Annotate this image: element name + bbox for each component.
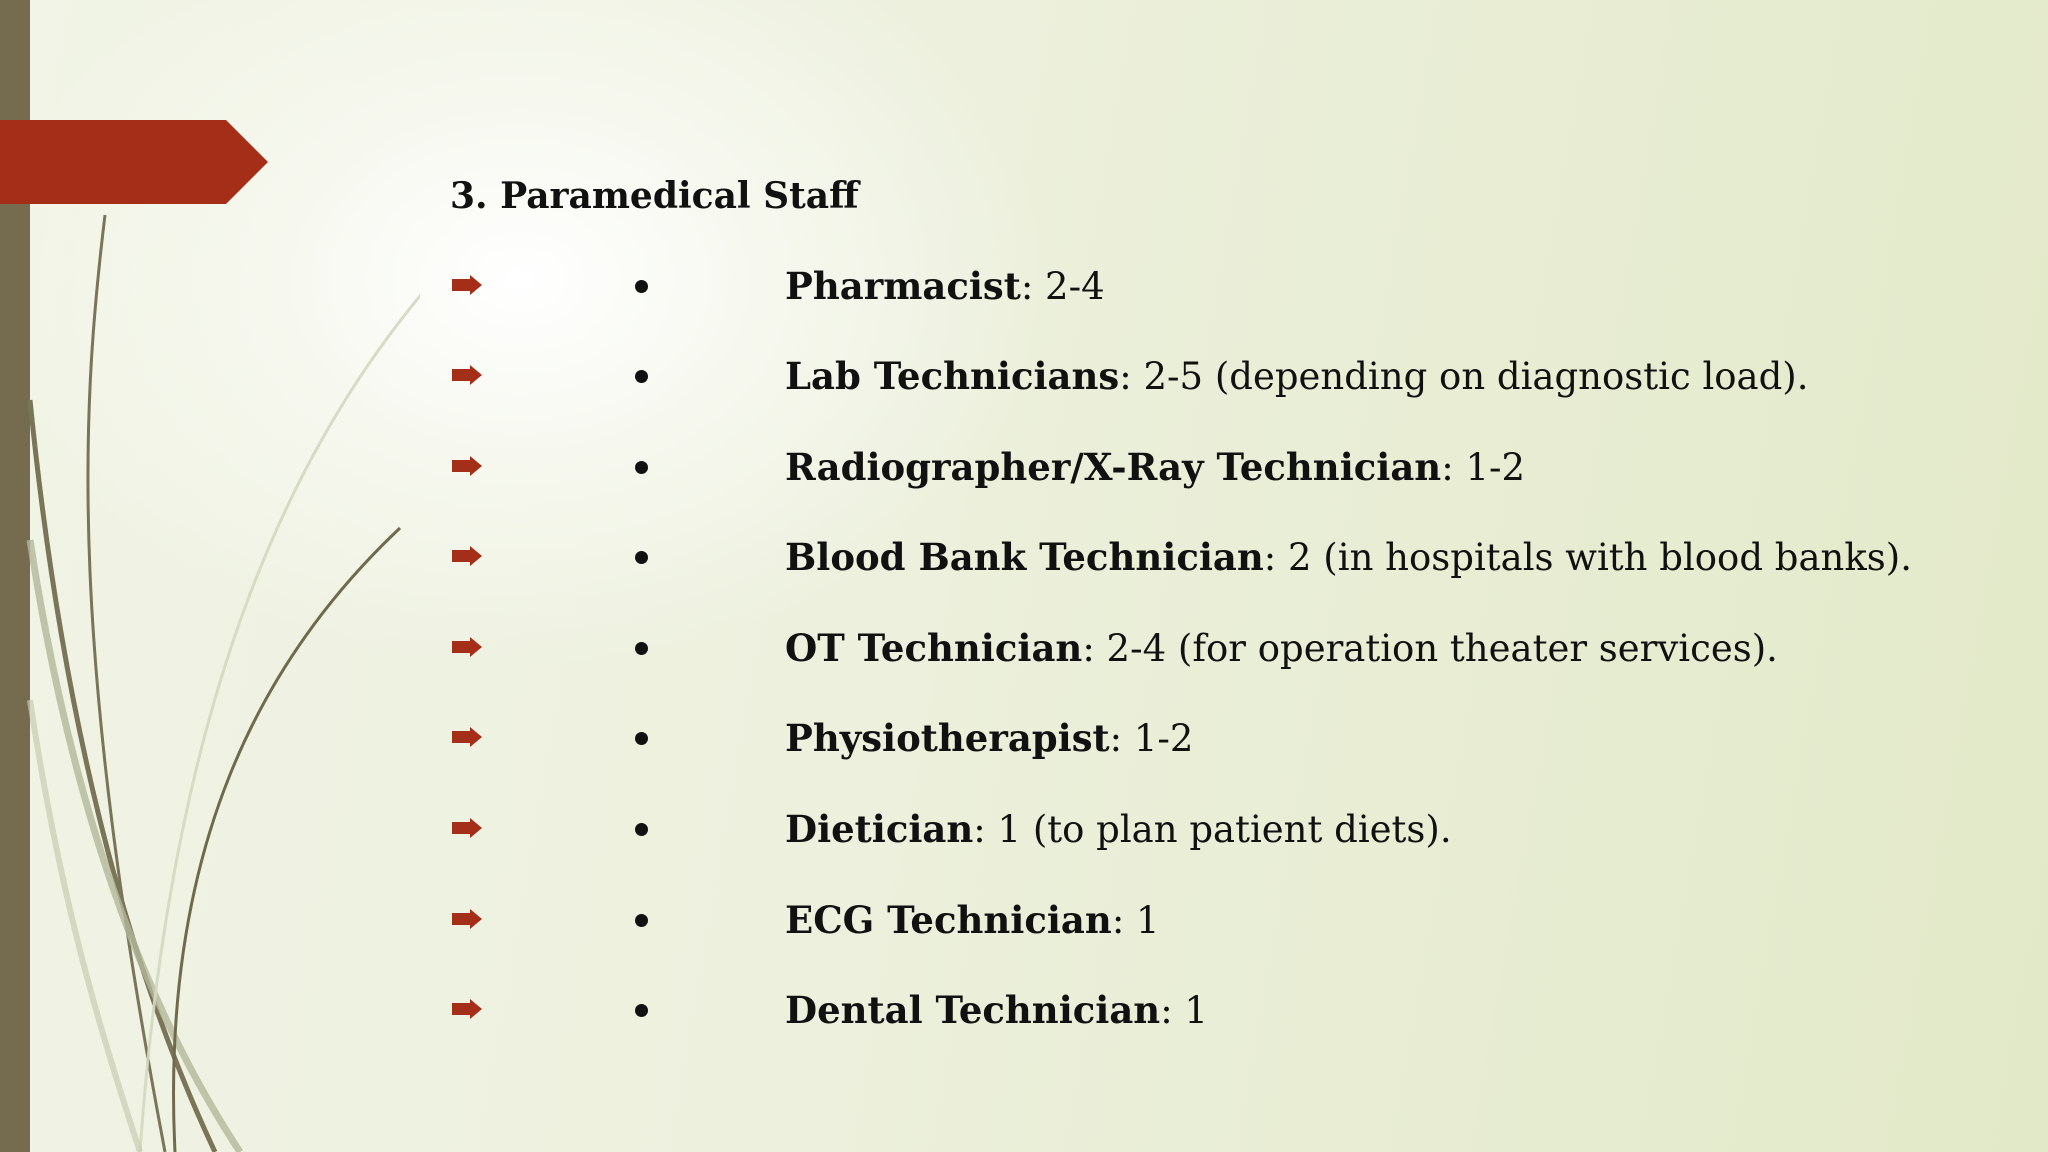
list-item-text — [785, 801, 1452, 858]
role-name: Pharmacist — [785, 264, 1021, 308]
list-item-text — [785, 439, 1525, 496]
dot-bullet-icon — [635, 823, 648, 836]
title-ribbon — [0, 120, 268, 204]
role-count: : 1 (to plan patient diets). — [973, 808, 1452, 851]
dot-bullet-icon — [635, 280, 648, 293]
arrow-bullet-icon — [452, 727, 482, 747]
role-name: ECG Technician — [785, 898, 1112, 942]
dot-bullet-icon — [635, 642, 648, 655]
role-count: : 1 — [1160, 989, 1208, 1032]
role-name: Dietician — [785, 807, 974, 851]
dot-bullet-icon — [635, 732, 648, 745]
list-item-text — [785, 529, 1912, 586]
role-name: Physiotherapist — [785, 716, 1110, 760]
role-count: : 1-2 — [1109, 717, 1194, 760]
dot-bullet-icon — [635, 551, 648, 564]
role-count: : 2-4 (for operation theater services). — [1082, 627, 1778, 670]
list-item-text — [785, 620, 1778, 677]
role-name: Dental Technician — [785, 988, 1161, 1032]
arrow-bullet-icon — [452, 637, 482, 657]
list-item-text — [785, 348, 1809, 405]
role-count: : 2-5 (depending on diagnostic load). — [1119, 355, 1809, 398]
role-name: OT Technician — [785, 626, 1083, 670]
arrow-bullet-icon — [452, 909, 482, 929]
list-item — [0, 710, 2048, 770]
list-item-text — [785, 892, 1160, 949]
list-item — [0, 348, 2048, 408]
arrow-bullet-icon — [452, 275, 482, 295]
list-item — [0, 982, 2048, 1042]
role-name: Radiographer/X-Ray Technician — [785, 445, 1442, 489]
role-count: : 1 — [1111, 899, 1160, 942]
list-item-text — [785, 258, 1105, 315]
role-name: Lab Technicians — [785, 354, 1120, 398]
dot-bullet-icon — [635, 370, 648, 383]
list-item-text — [785, 982, 1208, 1039]
dot-bullet-icon — [635, 1004, 648, 1017]
role-count: : 2 (in hospitals with blood banks). — [1263, 536, 1912, 579]
list-item — [0, 892, 2048, 952]
arrow-bullet-icon — [452, 818, 482, 838]
list-item — [0, 439, 2048, 499]
list-item — [0, 801, 2048, 861]
arrow-bullet-icon — [452, 456, 482, 476]
list-item — [0, 620, 2048, 680]
role-count: : 1-2 — [1441, 446, 1526, 489]
role-count: : 2-4 — [1020, 265, 1105, 308]
dot-bullet-icon — [635, 914, 648, 927]
arrow-bullet-icon — [452, 999, 482, 1019]
arrow-bullet-icon — [452, 365, 482, 385]
list-item — [0, 529, 2048, 589]
list-item — [0, 258, 2048, 318]
dot-bullet-icon — [635, 461, 648, 474]
list-item-text — [785, 710, 1193, 767]
arrow-bullet-icon — [452, 546, 482, 566]
role-name: Blood Bank Technician — [785, 535, 1264, 579]
slide-title: 3. Paramedical Staff — [450, 175, 859, 217]
